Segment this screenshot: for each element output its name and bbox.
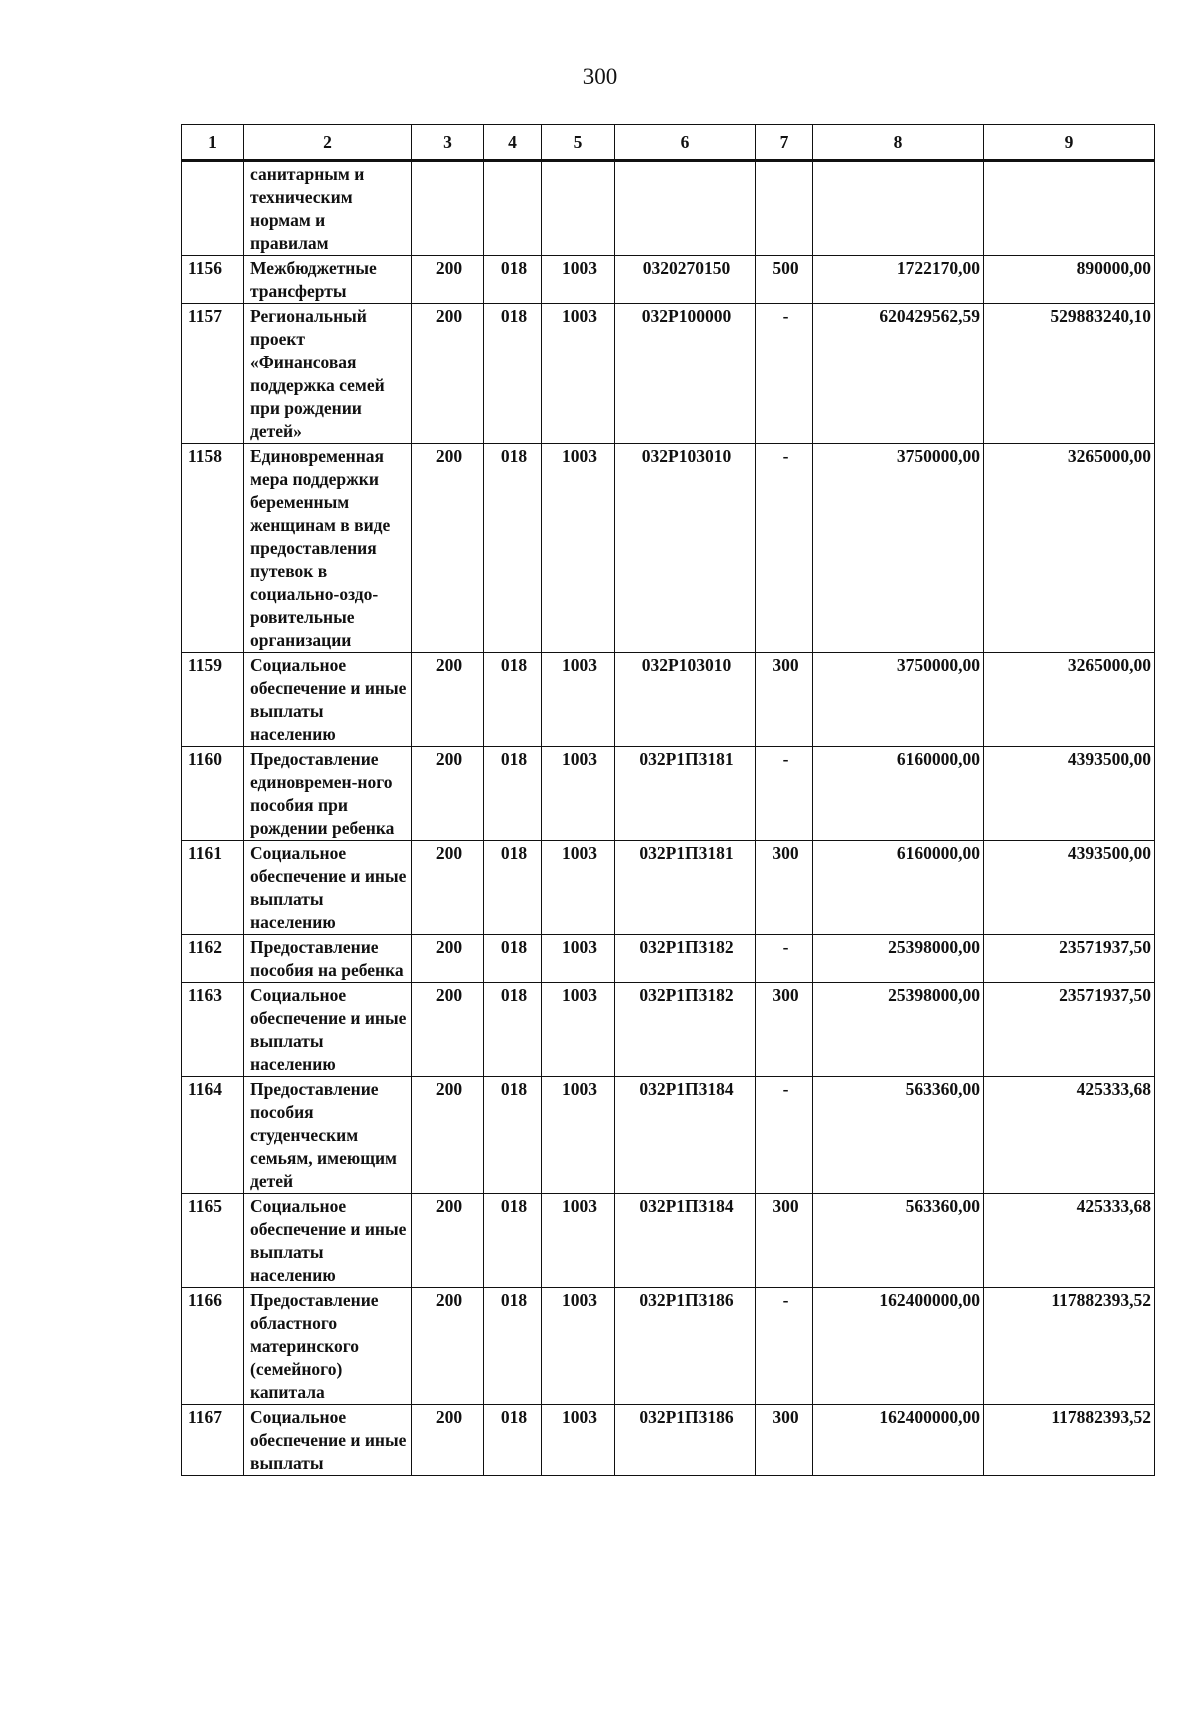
cell-col7: 300	[756, 1194, 813, 1288]
cell-col4: 018	[484, 1405, 542, 1476]
cell-col8: 620429562,59	[813, 304, 984, 444]
cell-col3: 200	[412, 983, 484, 1077]
cell-col3: 200	[412, 747, 484, 841]
cell-col7: 300	[756, 653, 813, 747]
row-number: 1164	[182, 1077, 244, 1194]
cell-col5: 1003	[542, 935, 615, 983]
cell-col9: 890000,00	[984, 256, 1155, 304]
row-name: Предоставление областного материнского (семейного) капитала	[244, 1288, 412, 1405]
cell-col6: 032P1П3186	[615, 1288, 756, 1405]
cell-col5: 1003	[542, 1288, 615, 1405]
cell-col9: 23571937,50	[984, 935, 1155, 983]
column-header: 4	[484, 125, 542, 161]
column-header: 3	[412, 125, 484, 161]
cell-col4: 018	[484, 444, 542, 653]
table-header-row	[182, 125, 1155, 161]
row-name: Единовременная мера поддержки беременным женщинам в виде предоставления путевок в социально-оздо-ровительные организации	[244, 444, 412, 653]
row-name: Предоставление пособия студенческим семьям, имеющим детей	[244, 1077, 412, 1194]
cell-col6: 0320270150	[615, 256, 756, 304]
cell-col8: 3750000,00	[813, 653, 984, 747]
page-number: 300	[582, 64, 618, 89]
row-number: 1166	[182, 1288, 244, 1405]
cell-col7: -	[756, 444, 813, 653]
cell-col4: 018	[484, 841, 542, 935]
cell-col4: 018	[484, 935, 542, 983]
cell-col3: 200	[412, 1194, 484, 1288]
row-number: 1161	[182, 841, 244, 935]
row-number	[182, 161, 244, 256]
column-header: 7	[756, 125, 813, 161]
cell-col4: 018	[484, 1194, 542, 1288]
column-header: 9	[984, 125, 1155, 161]
column-header: 6	[615, 125, 756, 161]
cell-col5: 1003	[542, 983, 615, 1077]
cell-col7: 300	[756, 841, 813, 935]
table-row	[182, 653, 1155, 747]
cell-col5: 1003	[542, 653, 615, 747]
table-row	[182, 747, 1155, 841]
column-header: 1	[182, 125, 244, 161]
cell-col7: -	[756, 304, 813, 444]
table-row	[182, 256, 1155, 304]
cell-col8: 3750000,00	[813, 444, 984, 653]
cell-col8: 563360,00	[813, 1194, 984, 1288]
cell-col7: -	[756, 747, 813, 841]
cell-col9	[984, 161, 1155, 256]
row-name: Межбюджетные трансферты	[244, 256, 412, 304]
column-header: 2	[244, 125, 412, 161]
cell-col4: 018	[484, 256, 542, 304]
cell-col8: 25398000,00	[813, 935, 984, 983]
cell-col7: -	[756, 1288, 813, 1405]
table-row	[182, 1194, 1155, 1288]
cell-col8: 563360,00	[813, 1077, 984, 1194]
row-number: 1158	[182, 444, 244, 653]
cell-col9: 3265000,00	[984, 444, 1155, 653]
table-row	[182, 304, 1155, 444]
cell-col3: 200	[412, 841, 484, 935]
cell-col7: 500	[756, 256, 813, 304]
cell-col5: 1003	[542, 1077, 615, 1194]
cell-col8	[813, 161, 984, 256]
cell-col5: 1003	[542, 841, 615, 935]
cell-col3: 200	[412, 1405, 484, 1476]
cell-col8: 6160000,00	[813, 841, 984, 935]
cell-col9: 23571937,50	[984, 983, 1155, 1077]
row-name: Предоставление пособия на ребенка	[244, 935, 412, 983]
cell-col9: 3265000,00	[984, 653, 1155, 747]
row-name: Социальное обеспечение и иные выплаты населению	[244, 841, 412, 935]
table-row	[182, 444, 1155, 653]
row-number: 1167	[182, 1405, 244, 1476]
cell-col5: 1003	[542, 256, 615, 304]
cell-col6: 032P1П3182	[615, 983, 756, 1077]
cell-col3: 200	[412, 653, 484, 747]
cell-col3: 200	[412, 935, 484, 983]
cell-col3: 200	[412, 304, 484, 444]
cell-col6: 032P103010	[615, 653, 756, 747]
row-name: Социальное обеспечение и иные выплаты населению	[244, 653, 412, 747]
cell-col9: 4393500,00	[984, 841, 1155, 935]
row-name: Социальное обеспечение и иные выплаты населению	[244, 983, 412, 1077]
cell-col5: 1003	[542, 304, 615, 444]
cell-col5: 1003	[542, 1405, 615, 1476]
table-row	[182, 841, 1155, 935]
cell-col5: 1003	[542, 1194, 615, 1288]
table-row	[182, 935, 1155, 983]
cell-col6: 032P100000	[615, 304, 756, 444]
row-number: 1160	[182, 747, 244, 841]
cell-col5	[542, 161, 615, 256]
row-number: 1157	[182, 304, 244, 444]
cell-col4: 018	[484, 983, 542, 1077]
cell-col9: 425333,68	[984, 1077, 1155, 1194]
row-number: 1162	[182, 935, 244, 983]
row-number: 1165	[182, 1194, 244, 1288]
cell-col9: 117882393,52	[984, 1288, 1155, 1405]
table-row	[182, 1405, 1155, 1476]
cell-col9: 425333,68	[984, 1194, 1155, 1288]
row-name: Региональный проект «Финансовая поддержка семей при рождении детей»	[244, 304, 412, 444]
cell-col9: 529883240,10	[984, 304, 1155, 444]
row-name: Предоставление единовремен-ного пособия при рождении ребенка	[244, 747, 412, 841]
row-number: 1163	[182, 983, 244, 1077]
table-row	[182, 161, 1155, 256]
cell-col7: -	[756, 1077, 813, 1194]
cell-col5: 1003	[542, 747, 615, 841]
cell-col6: 032P1П3181	[615, 747, 756, 841]
column-header: 8	[813, 125, 984, 161]
cell-col6: 032P1П3186	[615, 1405, 756, 1476]
cell-col8: 1722170,00	[813, 256, 984, 304]
cell-col8: 25398000,00	[813, 983, 984, 1077]
cell-col3: 200	[412, 444, 484, 653]
cell-col6: 032P103010	[615, 444, 756, 653]
cell-col3	[412, 161, 484, 256]
cell-col8: 162400000,00	[813, 1405, 984, 1476]
cell-col6: 032P1П3184	[615, 1194, 756, 1288]
cell-col4: 018	[484, 653, 542, 747]
cell-col8: 162400000,00	[813, 1288, 984, 1405]
cell-col4: 018	[484, 304, 542, 444]
table-row	[182, 983, 1155, 1077]
cell-col4	[484, 161, 542, 256]
cell-col6: 032P1П3181	[615, 841, 756, 935]
cell-col3: 200	[412, 1288, 484, 1405]
cell-col6: 032P1П3184	[615, 1077, 756, 1194]
cell-col3: 200	[412, 256, 484, 304]
cell-col9: 117882393,52	[984, 1405, 1155, 1476]
row-name: Социальное обеспечение и иные выплаты	[244, 1405, 412, 1476]
cell-col7: 300	[756, 1405, 813, 1476]
row-name: Социальное обеспечение и иные выплаты населению	[244, 1194, 412, 1288]
cell-col5: 1003	[542, 444, 615, 653]
cell-col7: -	[756, 935, 813, 983]
cell-col8: 6160000,00	[813, 747, 984, 841]
cell-col7	[756, 161, 813, 256]
cell-col4: 018	[484, 747, 542, 841]
row-number: 1156	[182, 256, 244, 304]
table-row	[182, 1288, 1155, 1405]
cell-col4: 018	[484, 1077, 542, 1194]
row-name: санитарным и техническим нормам и правилам	[244, 161, 412, 256]
cell-col6: 032P1П3182	[615, 935, 756, 983]
cell-col6	[615, 161, 756, 256]
column-header: 5	[542, 125, 615, 161]
budget-table	[181, 124, 1155, 1476]
row-number: 1159	[182, 653, 244, 747]
table-row	[182, 1077, 1155, 1194]
cell-col7: 300	[756, 983, 813, 1077]
cell-col4: 018	[484, 1288, 542, 1405]
cell-col3: 200	[412, 1077, 484, 1194]
cell-col9: 4393500,00	[984, 747, 1155, 841]
